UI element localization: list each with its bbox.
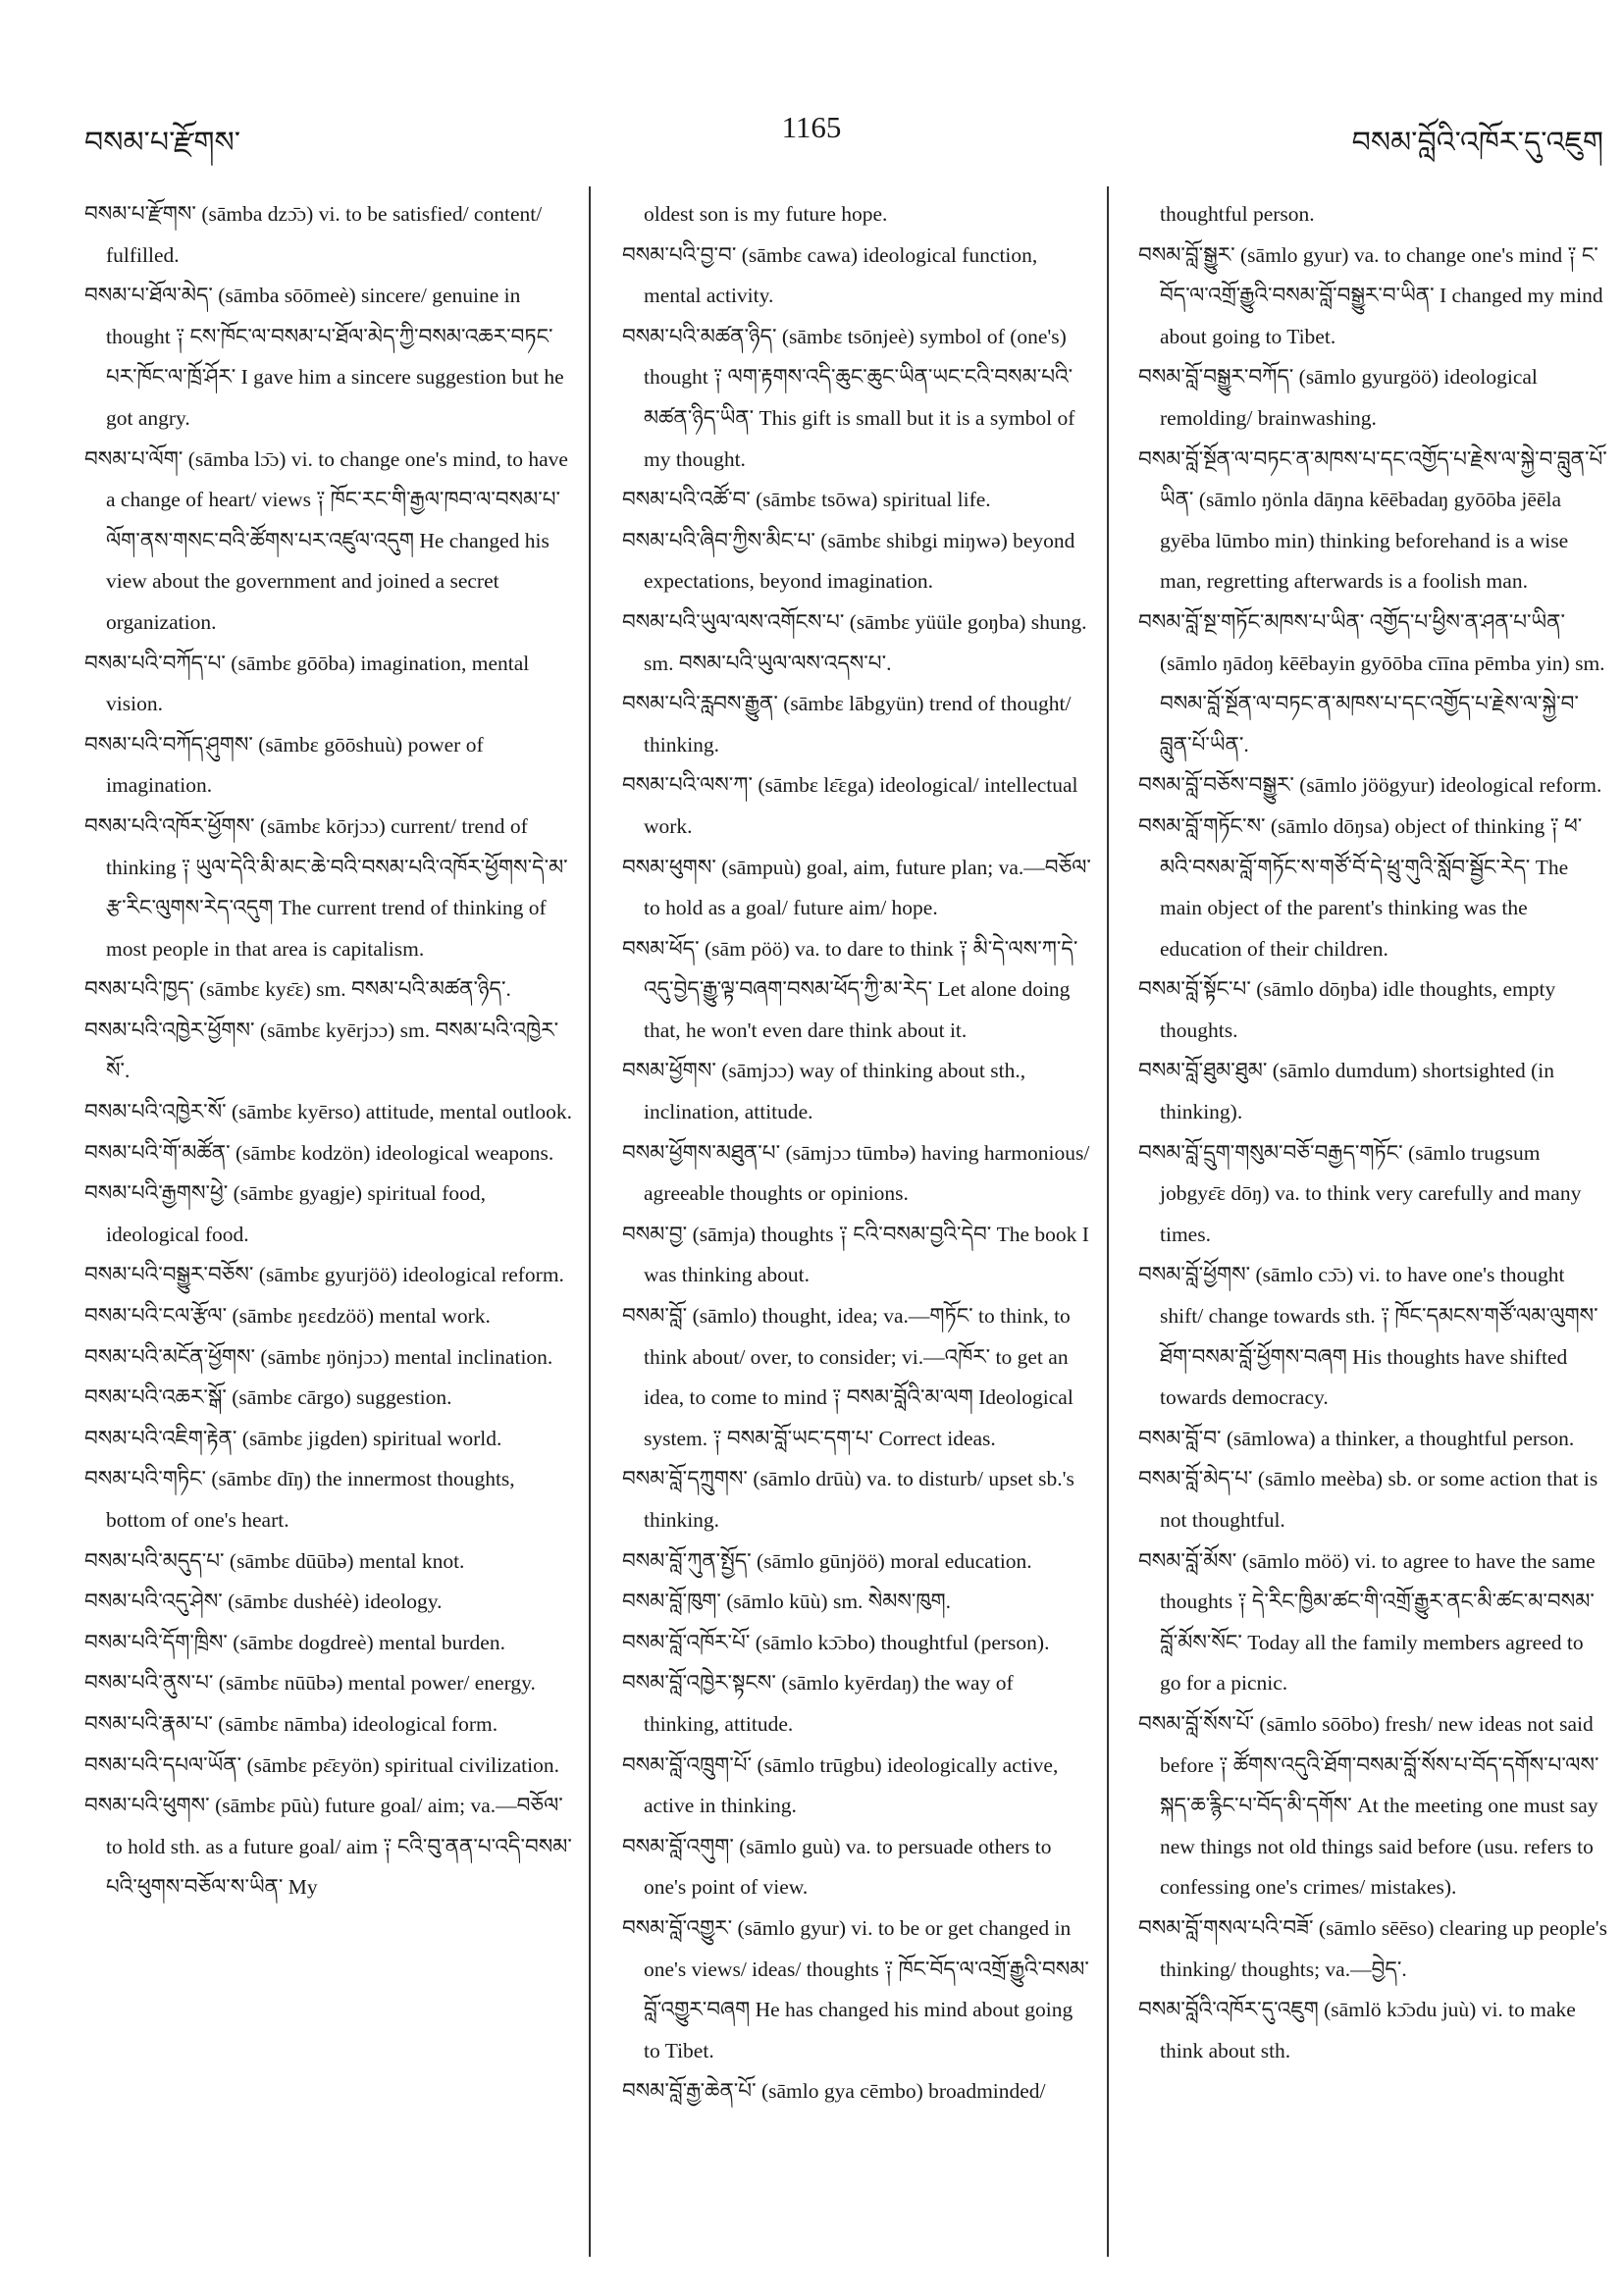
dictionary-entry: thoughtful person. xyxy=(1160,202,1315,226)
dictionary-entry: བསམ་བློ་སྒྱུར་ (sāmlo gyur) va. to change one's mind ༑ ང་བོད་ལ་འགྲོ་རྒྱུའི་བསམ་བློ་བསྒྱུར་བ་ཡིན་ I changed my mind about going to Tibet. xyxy=(1138,242,1603,348)
dictionary-entry: བསམ་བློ་ཀུན་སྤྱོད་ (sāmlo gūnjöö) moral education. xyxy=(622,1548,1032,1573)
dictionary-entry: བསམ་བློ་བསྒྱུར་བཀོད་ (sāmlo gyurgöö) ideological remolding/ brainwashing. xyxy=(1138,365,1538,430)
dictionary-entry: བསམ་བློ་སོས་པོ་ (sāmlo sōōbo) fresh/ new ideas not said before ༑ ཚོགས་འདུའི་ཐོག་བསམ་བློ་སོས་པ་བོད་དགོས་པ་ལས་སྐད་ཆ་རྙིང་པ་བོད་མི་དགོས་ At the meeting one must say new things not old things said before (usu. refers to confessing one's crimes/ mistakes). xyxy=(1138,1711,1599,1900)
dictionary-entry: བསམ་པའི་ཡུལ་ལས་འགོངས་པ་ (sāmbɛ yüüle goŋba) shung. sm. བསམ་པའི་ཡུལ་ལས་འདས་པ་. xyxy=(622,609,1087,675)
dictionary-entry: བསམ་ཕྱོགས་ (sāmjɔɔ) way of thinking about sth., inclination, attitude. xyxy=(622,1059,1026,1124)
dictionary-entry: བསམ་པའི་འཆར་སྒོ་ (sāmbɛ cārgo) suggestion. xyxy=(84,1385,452,1410)
dictionary-entry: བསམ་པའི་འདུ་ཤེས་ (sāmbɛ dushéè) ideology. xyxy=(84,1590,443,1614)
dictionary-entry: oldest son is my future hope. xyxy=(644,202,888,226)
dictionary-entry: བསམ་བློ་འཁྱེར་སྟངས་ (sāmlo kyērdaŋ) the way of thinking, attitude. xyxy=(622,1671,1014,1736)
dictionary-entry: བསམ་བློ་མོས་ (sāmlo möö) vi. to agree to have the same thoughts ༑ དེ་རིང་ཁྱིམ་ཚང་གི་འགྲོ་རྒྱུར་ནང་མི་ཚང་མ་བསམ་བློ་མོས་སོང་ Today all the family members agreed to go for a picnic. xyxy=(1138,1548,1596,1696)
dictionary-entry: བསམ་པའི་གཏིང་ (sāmbɛ dīŋ) the innermost thoughts, bottom of one's heart. xyxy=(84,1467,515,1532)
dictionary-entry: བསམ་བློ་བཅོས་བསྒྱུར་ (sāmlo jöögyur) ideological reform. xyxy=(1138,773,1602,798)
dictionary-entry: བསམ་བྱ་ (sāmja) thoughts ༑ ངའི་བསམ་བྱའི་དེབ་ The book I was thinking about. xyxy=(622,1222,1089,1287)
dictionary-entry: བསམ་པའི་ལས་ཀ་ (sāmbɛ lɛ̄ɛga) ideological/ intellectual work. xyxy=(622,773,1078,838)
dictionary-entry: བསམ་བློ་སྟོང་པ་ (sāmlo dōŋba) idle thoughts, empty thoughts. xyxy=(1138,977,1556,1042)
dictionary-entry: བསམ་པའི་འཁྱེར་ཕྱོགས་ (sāmbɛ kyērjɔɔ) sm. བསམ་པའི་འཁྱེར་སོ་. xyxy=(84,1018,559,1083)
dictionary-entry: བསམ་བློ་སྔ་གཏོང་མཁས་པ་ཡིན་ འགྱོད་པ་ཕྱིས་ན་ཤན་པ་ཡིན་ (sāmlo ŋādoŋ kēēbayin gyōōba cīīna pēmba yin) sm. བསམ་བློ་སྔོན་ལ་བཏང་ན་མཁས་པ་དང་འགྱོད་པ་རྗེས་ལ་སྐྱེ་བ་བླུན་པོ་ཡིན་. xyxy=(1138,609,1605,757)
dictionary-entry: བསམ་པའི་བྱ་བ་ (sāmbɛ cawa) ideological function, mental activity. xyxy=(622,242,1038,308)
dictionary-entry: བསམ་བློ་འཁོར་པོ་ (sāmlo kɔ̄ɔbo) thoughtful (person). xyxy=(622,1630,1050,1654)
dictionary-entry: བསམ་བློ་དཀྲུགས་ (sāmlo drūù) va. to disturb/ upset sb.'s thinking. xyxy=(622,1467,1074,1532)
dictionary-entry: བསམ་པའི་འཚོ་བ་ (sāmbɛ tsōwa) spiritual life. xyxy=(622,488,991,512)
dictionary-entry: བསམ་པའི་དོག་ཁྲིས་ (sāmbɛ dogdreè) mental burden. xyxy=(84,1630,505,1654)
dictionary-entry: བསམ་པའི་ཞིབ་ཀྱིས་མིང་པ་ (sāmbɛ shibgi miŋwə) beyond expectations, beyond imagination. xyxy=(622,528,1075,594)
dictionary-entry: བསམ་པ་ཐོལ་མེད་ (sāmba sōōmeè) sincere/ genuine in thought ༑ ངས་ཁོང་ལ་བསམ་པ་ཐོལ་མེད་ཀྱི་བསམ་འཆར་བཏང་པར་ཁོང་ལ་ཁྲོ་ཤོར་ I gave him a sincere suggestion but he got angry. xyxy=(84,284,564,430)
dictionary-entry: བསམ་ཕོད་ (sām pöö) va. to dare to think ༑ མི་དེ་ལས་ཀ་དེ་འདུ་བྱེད་རྒྱུ་ལྟ་བཞག་བསམ་ཕོད་ཀྱི་མ་རེད་ Let alone doing that, he won't even dare think about it. xyxy=(622,936,1078,1042)
dictionary-column-2 xyxy=(622,194,1093,2113)
dictionary-entry: བསམ་པ་ལོག་ (sāmba lɔ̄ɔ) vi. to change one's mind, to have a change of heart/ views ༑ ཁོང་རང་གི་རྒྱལ་ཁབ་ལ་བསམ་པ་ལོག་ནས་གསང་བའི་ཚོགས་པར་འཛུལ་འདུག He changed his view about the government and joined a secret organization. xyxy=(84,446,568,634)
page-number: 1165 xyxy=(781,110,842,144)
dictionary-entry: བསམ་པའི་དཔལ་ཡོན་ (sāmbɛ pɛ̄ɛyön) spiritual civilization. xyxy=(84,1752,559,1777)
dictionary-entry: བསམ་པའི་འཁོར་ཕྱོགས་ (sāmbɛ kōrjɔɔ) current/ trend of thinking ༑ ཡུལ་དེའི་མི་མང་ཆེ་བའི་བསམ་པའི་འཁོར་ཕྱོགས་དེ་མ་རྩ་རིང་ལུགས་རེད་འདུག The current trend of thinking of most people in that area is capitalism. xyxy=(84,813,568,961)
dictionary-entry: བསམ་བློ་འགུག་ (sāmlo guù) va. to persuade others to one's point of view. xyxy=(622,1834,1052,1900)
dictionary-entry: བསམ་བློའི་འཁོར་དུ་འཇུག (sāmlö kɔ̄ɔdu juù) vi. to make think about sth. xyxy=(1138,1998,1576,2062)
dictionary-entry: བསམ་པའི་ནུས་པ་ (sāmbɛ nūūbə) mental power/ energy. xyxy=(84,1671,536,1696)
dictionary-entry: བསམ་བློ་གཏོང་ས་ (sāmlo dōŋsa) object of thinking ༑ ཕ་མའི་བསམ་བློ་གཏོང་ས་གཙོ་བོ་དེ་ཕྲུ་གུའི་སློབ་སྦྱོང་རེད་ The main object of the parent's thinking was the education of their children. xyxy=(1138,813,1583,961)
dictionary-entry: བསམ་བློ་མེད་པ་ (sāmlo meèba) sb. or some action that is not thoughtful. xyxy=(1138,1467,1598,1532)
dictionary-entry: བསམ་བློ་གསལ་པའི་བཟོ་ (sāmlo sēēso) clearing up people's thinking/ thoughts; va.—བྱེད་. xyxy=(1138,1915,1607,1981)
dictionary-entry: བསམ་ཕྱོགས་མཐུན་པ་ (sāmjɔɔ tūmbə) having harmonious/ agreeable thoughts or opinions. xyxy=(622,1140,1090,1206)
dictionary-entry: བསམ་བློ་རྒྱ་ཆེན་པོ་ (sāmlo gya cēmbo) broadminded/ xyxy=(622,2079,1046,2104)
dictionary-entry: བསམ་པའི་འཁྱེར་སོ་ (sāmbɛ kyērso) attitude, mental outlook. xyxy=(84,1100,572,1124)
left-guide-word: བསམ་པ་རྫོགས་ xyxy=(84,127,240,159)
dictionary-entry: བསམ་བློ་ཐུམ་ཐུམ་ (sāmlo dumdum) shortsighted (in thinking). xyxy=(1138,1059,1554,1124)
dictionary-entry: བསམ་བློ་བ་ (sāmlowa) a thinker, a thoughtful person. xyxy=(1138,1426,1575,1450)
dictionary-entry: བསམ་པའི་བཀོད་པ་ (sāmbɛ gōōba) imagination, mental vision. xyxy=(84,651,530,716)
dictionary-entry: བསམ་པའི་རྒྱགས་ཕྱེ་ (sāmbɛ gyagje) spiritual food, ideological food. xyxy=(84,1181,487,1246)
column-divider xyxy=(1107,186,1109,2257)
dictionary-entry: བསམ་པའི་མདུད་པ་ (sāmbɛ dūūbə) mental knot. xyxy=(84,1548,465,1573)
dictionary-entry: བསམ་པའི་རླབས་རྒྱུན་ (sāmbɛ lābgyün) trend of thought/ thinking. xyxy=(622,692,1072,757)
dictionary-entry: བསམ་བློ་ (sāmlo) thought, idea; va.—གཏོང་ to think, to think about/ over, to consider; vi.—འཁོར་ to get an idea, to come to mind ༑ བསམ་བློའི་མ་ལག Ideological system. ༑ བསམ་བློ་ཡང་དག་པ་ Correct ideas. xyxy=(622,1304,1073,1450)
dictionary-entry: བསམ་བློ་འཁྲུག་པོ་ (sāmlo trūgbu) ideologically active, active in thinking. xyxy=(622,1752,1059,1818)
dictionary-entry: བསམ་པའི་བཀོད་ཤུགས་ (sāmbɛ gōōshuù) power of imagination. xyxy=(84,732,484,798)
dictionary-entry: བསམ་པ་རྫོགས་ (sāmba dzɔ̄ɔ) vi. to be satisfied/ content/ fulfilled. xyxy=(84,202,543,267)
dictionary-entry: བསམ་ཕུགས་ (sāmpuù) goal, aim, future plan; va.—བཅོལ་ to hold as a goal/ future aim/ hope. xyxy=(622,855,1091,920)
dictionary-entry: བསམ་པའི་མཚན་ཉིད་ (sāmbɛ tsōnjeè) symbol of (one's) thought ༑ ལག་རྟགས་འདི་ཆུང་ཆུང་ཡིན་ཡང་ངའི་བསམ་པའི་མཚན་ཉིད་ཡིན་ This gift is small but it is a symbol of my thought. xyxy=(622,324,1075,471)
dictionary-entry: བསམ་པའི་འཇིག་རྟེན་ (sāmbɛ jigden) spiritual world. xyxy=(84,1426,502,1450)
dictionary-entry: བསམ་བློ་འགྱུར་ (sāmlo gyur) vi. to be or get changed in one's views/ ideas/ thoughts ༑ ཁོང་བོད་ལ་འགྲོ་རྒྱུའི་བསམ་བློ་འགྱུར་བཞག He has changed his mind about going to Tibet. xyxy=(622,1915,1089,2062)
dictionary-entry: བསམ་བློ་ཕྱོགས་ (sāmlo cɔ̄ɔ) vi. to have one's thought shift/ change towards sth. ༑ ཁོང་དམངས་གཙོ་ལམ་ལུགས་ཐོག་བསམ་བློ་ཕྱོགས་བཞག His thoughts have shifted towards democracy. xyxy=(1138,1263,1598,1410)
dictionary-entry: བསམ་པའི་ངལ་རྩོལ་ (sāmbɛ ŋɛɛdzöö) mental work. xyxy=(84,1304,491,1329)
column-divider xyxy=(589,186,591,2257)
dictionary-column-3 xyxy=(1138,194,1609,2071)
dictionary-entry: བསམ་བློ་དྲུག་གསུམ་བཅོ་བརྒྱད་གཏོང་ (sāmlo trugsum jobgyɛ̄ɛ dōŋ) va. to think very carefully and many times. xyxy=(1138,1140,1582,1246)
dictionary-entry: བསམ་པའི་ཕུགས་ (sāmbɛ pūù) future goal/ aim; va.—བཅོལ་ to hold sth. as a future goal/ aim ༑ ངའི་བུ་ནན་པ་འདི་བསམ་པའི་ཕུགས་བཅོལ་ས་ཡིན་ My xyxy=(84,1794,572,1900)
dictionary-column-1 xyxy=(84,194,575,1908)
right-guide-word: བསམ་བློའི་འཁོར་དུ་འཇུག xyxy=(1351,127,1603,159)
dictionary-entry: བསམ་པའི་མངོན་ཕྱོགས་ (sāmbɛ ŋönjɔɔ) mental inclination. xyxy=(84,1344,553,1369)
dictionary-entry: བསམ་པའི་རྣམ་པ་ (sāmbɛ nāmba) ideological form. xyxy=(84,1711,498,1736)
dictionary-entry: བསམ་པའི་བསྒྱུར་བཅོས་ (sāmbɛ gyurjöö) ideological reform. xyxy=(84,1263,564,1287)
dictionary-entry: བསམ་བློ་སྔོན་ལ་བཏང་ན་མཁས་པ་དང་འགྱོད་པ་རྗེས་ལ་སྐྱེ་བ་བླུན་པོ་ཡིན་ (sāmlo ŋönla dāŋna kēēbadaŋ gyōōba jēēla gyēba lūmbo min) thinking beforehand is a wise man, regretting afterwards is a foolish man. xyxy=(1138,446,1607,594)
dictionary-entry: བསམ་བློ་ཁུག་ (sāmlo kūù) sm. སེམས་ཁུག. xyxy=(622,1590,951,1614)
dictionary-entry: བསམ་པའི་གོ་མཚོན་ (sāmbɛ kodzön) ideological weapons. xyxy=(84,1140,554,1165)
dictionary-entry: བསམ་པའི་ཁྱད་ (sāmbɛ kyɛ̄ɛ) sm. བསམ་པའི་མཚན་ཉིད་. xyxy=(84,977,511,1002)
